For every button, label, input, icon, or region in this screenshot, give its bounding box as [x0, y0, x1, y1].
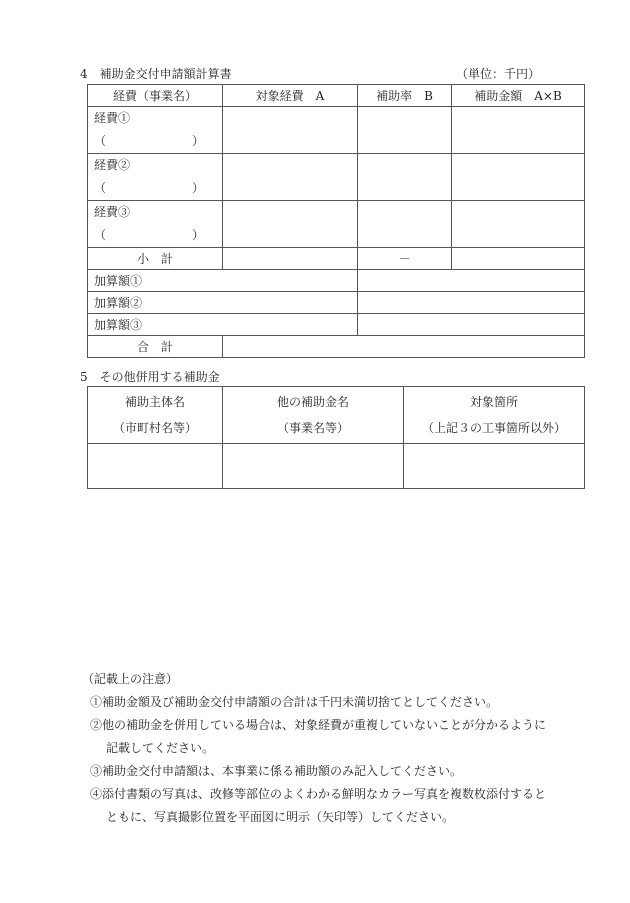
- expense-1-label-cell: [88, 107, 223, 154]
- total-label: 合 計: [88, 336, 223, 358]
- expense-2-rate-cell[interactable]: [358, 154, 452, 201]
- note-line: ③補助金交付申請額は、本事業に係る補助額のみ記入してください。: [90, 764, 463, 778]
- note-line: ④添付書類の写真は、改修等部位のよくわかる鮮明なカラー写真を複数枚添付すると: [90, 787, 547, 801]
- calculation-table: [87, 84, 585, 358]
- header-subsidy-rate: 補助率 B: [358, 85, 452, 107]
- note-item-3: [88, 760, 558, 783]
- header-line-1: 他の補助金名: [276, 395, 349, 409]
- header-expense: 経費（事業名）: [88, 85, 223, 107]
- header-subsidy-amount: 補助金額 A×B: [452, 85, 585, 107]
- target-location-cell[interactable]: [404, 444, 585, 489]
- unit-label: （単位：千円）: [455, 67, 540, 81]
- header-other-subsidy: [223, 387, 404, 444]
- addition-2-label: 加算額②: [88, 292, 358, 314]
- addition-1-amount-cell[interactable]: [358, 270, 585, 292]
- expense-3-target-cost-cell[interactable]: [223, 201, 358, 248]
- section-5-title: 5 その他併用する補助金: [80, 370, 220, 384]
- expense-1-amount-cell[interactable]: [452, 107, 585, 154]
- header-subsidy-body: [88, 387, 223, 444]
- note-item-4: [88, 783, 558, 829]
- notes-section: [82, 668, 558, 829]
- notes-heading: （記載上の注意）: [82, 672, 179, 686]
- expense-2-label: 経費②: [94, 158, 131, 172]
- expense-row-2: [88, 154, 585, 201]
- expense-2-name-field[interactable]: [94, 177, 204, 200]
- expense-3-name-field[interactable]: [94, 224, 204, 247]
- header-target-cost: 対象経費 A: [223, 85, 358, 107]
- total-row: [88, 336, 585, 358]
- expense-row-1: [88, 107, 585, 154]
- expense-1-name-field[interactable]: [94, 130, 204, 153]
- header-line-2: （市町村名等）: [112, 421, 197, 435]
- subsidy-body-cell[interactable]: [88, 444, 223, 489]
- expense-3-label: 経費③: [94, 205, 131, 219]
- addition-row-2: [88, 292, 585, 314]
- expense-2-target-cost-cell[interactable]: [223, 154, 358, 201]
- subtotal-row: [88, 248, 585, 270]
- paren-close: ）: [191, 181, 204, 195]
- note-item-1: [88, 691, 558, 714]
- addition-2-amount-cell[interactable]: [358, 292, 585, 314]
- note-line: ②他の補助金を併用している場合は、対象経費が重複していないことが分かるように: [90, 718, 547, 732]
- expense-3-rate-cell[interactable]: [358, 201, 452, 248]
- note-line-continued: 記載してください。: [106, 741, 215, 755]
- addition-3-label: 加算額③: [88, 314, 358, 336]
- addition-row-3: [88, 314, 585, 336]
- addition-row-1: [88, 270, 585, 292]
- other-subsidy-cell[interactable]: [223, 444, 404, 489]
- subtotal-target-cost-cell[interactable]: [223, 248, 358, 270]
- expense-1-label: 経費①: [94, 111, 131, 125]
- addition-3-amount-cell[interactable]: [358, 314, 585, 336]
- header-target-location: [404, 387, 585, 444]
- expense-1-rate-cell[interactable]: [358, 107, 452, 154]
- other-subsidy-table: [87, 386, 585, 489]
- subtotal-amount-cell[interactable]: [452, 248, 585, 270]
- header-row: [88, 85, 585, 107]
- expense-row-3: [88, 201, 585, 248]
- paren-close: ）: [191, 228, 204, 242]
- expense-2-amount-cell[interactable]: [452, 154, 585, 201]
- expense-3-label-cell: [88, 201, 223, 248]
- total-amount-cell[interactable]: [223, 336, 585, 358]
- header-line-2: （事業名等）: [276, 421, 349, 435]
- section-4-title: 4 補助金交付申請額計算書: [80, 67, 232, 81]
- expense-1-target-cost-cell[interactable]: [223, 107, 358, 154]
- header-row: [88, 387, 585, 444]
- subtotal-label: 小 計: [88, 248, 223, 270]
- subtotal-rate-dash: －: [358, 248, 452, 270]
- header-line-1: 補助主体名: [124, 395, 185, 409]
- header-line-1: 対象箇所: [469, 395, 518, 409]
- note-line: ①補助金額及び補助金交付申請額の合計は千円未満切捨てとしてください。: [90, 695, 499, 709]
- paren-open: （: [94, 228, 107, 242]
- expense-2-label-cell: [88, 154, 223, 201]
- entry-row: [88, 444, 585, 489]
- addition-1-label: 加算額①: [88, 270, 358, 292]
- note-item-2: [88, 714, 558, 760]
- paren-close: ）: [191, 134, 204, 148]
- note-line-continued: ともに、写真撮影位置を平面図に明示（矢印等）してください。: [106, 810, 455, 824]
- header-line-2: （上記３の工事箇所以外）: [421, 421, 566, 435]
- paren-open: （: [94, 181, 107, 195]
- paren-open: （: [94, 134, 107, 148]
- expense-3-amount-cell[interactable]: [452, 201, 585, 248]
